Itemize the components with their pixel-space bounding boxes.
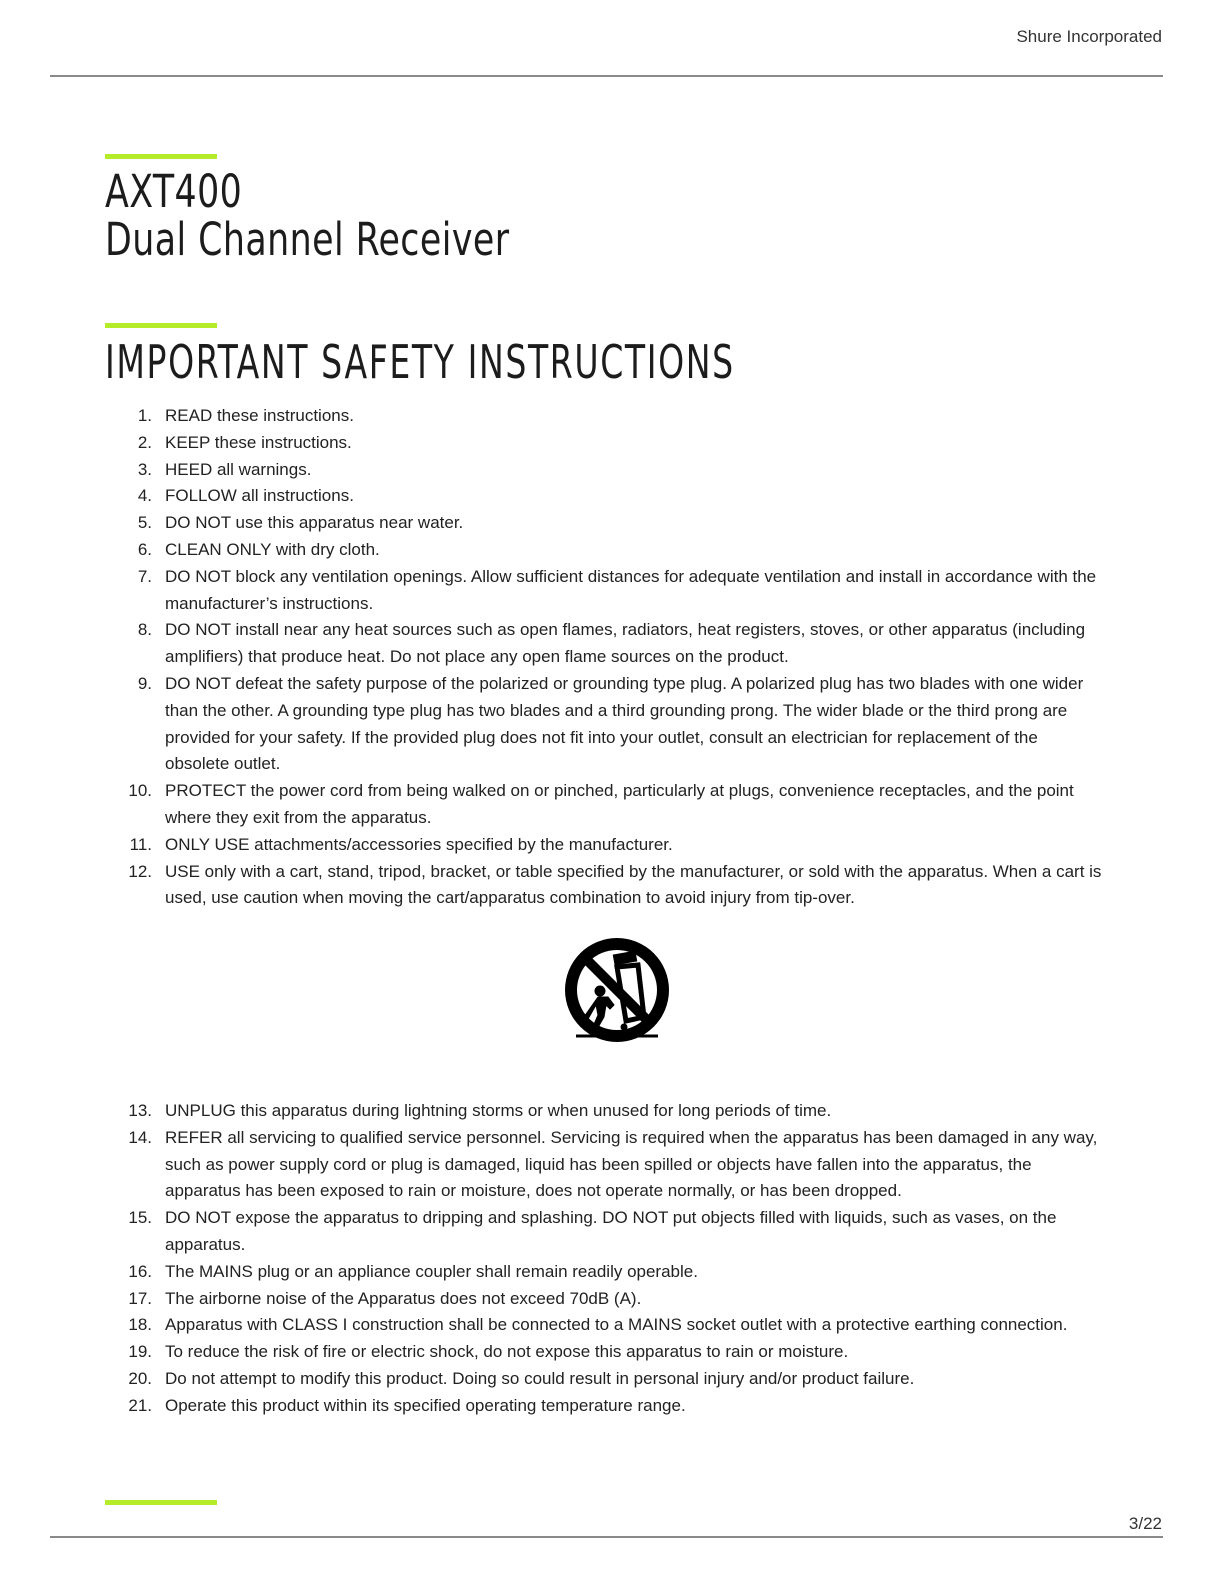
footer-accent-bar [105, 1500, 217, 1505]
item-text: To reduce the risk of fire or electric shock, do not expose this apparatus to rain or moisture. [165, 1342, 849, 1362]
item-text: REFER all servicing to qualified service personnel. Servicing is required when the apparatus has been damaged in any way, such as power supply cord or plug is damaged, liquid has been spilled or objects have fallen into the apparatus, the apparatus has been exposed to rain or moisture, does not operate normally, or has been dropped. [165, 1127, 1098, 1201]
safety-list-part2 [0, 1098, 1105, 1420]
item-number: 11. [129, 834, 152, 854]
header-company-name: Shure Incorporated [1016, 27, 1162, 46]
safety-instruction-item [0, 671, 1105, 778]
item-text: KEEP these instructions. [165, 432, 352, 452]
safety-instruction-item [0, 1339, 1105, 1366]
item-number: 19. [128, 1342, 152, 1362]
item-text: DO NOT block any ventilation openings. Allow sufficient distances for adequate ventilation and install in accordance with the manufacturer’s instructions. [165, 566, 1097, 613]
item-number: 3. [137, 459, 152, 479]
item-text: Do not attempt to modify this product. Doing so could result in personal injury and/or product failure. [165, 1368, 915, 1388]
title-accent-bar [105, 154, 217, 159]
section-accent-bar [105, 323, 217, 328]
item-number: 2. [137, 432, 152, 452]
item-number: 21. [128, 1395, 152, 1415]
safety-list-part1 [0, 403, 1105, 912]
header-rule [50, 75, 1163, 77]
item-text: UNPLUG this apparatus during lightning storms or when unused for long periods of time. [165, 1101, 832, 1120]
item-number: 8. [137, 620, 152, 640]
item-number: 20. [128, 1368, 152, 1388]
safety-instruction-item [0, 510, 1105, 537]
item-number: 4. [137, 486, 152, 506]
footer-rule [50, 1536, 1163, 1538]
safety-instruction-item [0, 564, 1105, 618]
item-number: 13. [128, 1101, 152, 1120]
safety-instruction-item [0, 1205, 1105, 1259]
item-text: CLEAN ONLY with dry cloth. [165, 539, 380, 559]
title-model: AXT400 [105, 165, 243, 218]
item-number: 12. [128, 861, 152, 881]
safety-instruction-item [0, 403, 1105, 430]
item-text: Operate this product within its specified operating temperature range. [165, 1395, 686, 1415]
item-number: 15. [128, 1208, 152, 1228]
item-text: ONLY USE attachments/accessories specified by the manufacturer. [165, 834, 673, 854]
safety-instruction-item [0, 537, 1105, 564]
safety-instruction-item [0, 1366, 1105, 1393]
item-text: The MAINS plug or an appliance coupler shall remain readily operable. [165, 1261, 698, 1281]
safety-instruction-item [0, 1098, 1105, 1125]
item-text: Apparatus with CLASS I construction shall be connected to a MAINS socket outlet with a protective earthing connection. [165, 1315, 1068, 1335]
safety-instruction-item [0, 483, 1105, 510]
item-number: 6. [137, 539, 152, 559]
safety-instruction-item [0, 1393, 1105, 1420]
item-number: 14. [128, 1127, 152, 1147]
item-number: 16. [128, 1261, 152, 1281]
safety-instruction-item [0, 1286, 1105, 1313]
safety-instruction-item [0, 778, 1105, 832]
item-number: 7. [137, 566, 152, 586]
safety-instruction-item [0, 617, 1105, 671]
item-text: DO NOT expose the apparatus to dripping and splashing. DO NOT put objects filled with liquids, such as vases, on the apparatus. [165, 1208, 1057, 1254]
item-text: READ these instructions. [165, 406, 354, 425]
safety-instruction-item [0, 1125, 1105, 1205]
safety-instruction-item [0, 1312, 1105, 1339]
item-text: PROTECT the power cord from being walked on or pinched, particularly at plugs, convenience receptacles, and the point where they exit from the apparatus. [165, 781, 1074, 827]
item-text: The airborne noise of the Apparatus does not exceed 70dB (A). [165, 1288, 642, 1308]
item-number: 5. [137, 513, 152, 533]
safety-instruction-item [0, 859, 1105, 913]
document-title [105, 165, 510, 266]
item-number: 9. [137, 673, 152, 693]
section-heading: IMPORTANT SAFETY INSTRUCTIONS [105, 335, 735, 389]
safety-instruction-item [0, 1259, 1105, 1286]
page-number: 3/22 [1128, 1514, 1162, 1533]
item-number: 1. [137, 406, 152, 425]
safety-instruction-item [0, 430, 1105, 457]
item-number: 17. [128, 1288, 152, 1308]
item-text: DO NOT install near any heat sources such as open flames, radiators, heat registers, stoves, or other apparatus (including amplifiers) that produce heat. Do not place any open flame sources on the product. [165, 620, 1086, 667]
item-text: DO NOT defeat the safety purpose of the polarized or grounding type plug. A polarized plug has two blades with one wider than the other. A grounding type plug has two blades and a third grounding prong. The wider blade or the third prong are provided for your safety. If the provided plug does not fit into your outlet, consult an electrician for replacement of the obsolete outlet. [165, 673, 1084, 774]
item-text: USE only with a cart, stand, tripod, bracket, or table specified by the manufacturer, or sold with the apparatus. When a cart is used, use caution when moving the cart/apparatus combination to avoid injury from tip-over. [165, 861, 1102, 908]
item-text: HEED all warnings. [165, 459, 312, 479]
item-text: FOLLOW all instructions. [165, 486, 354, 506]
cart-tip-over-warning-icon [562, 935, 672, 1045]
title-product: Dual Channel Receiver [105, 213, 510, 266]
item-text: DO NOT use this apparatus near water. [165, 513, 464, 533]
item-number: 18. [128, 1315, 152, 1335]
safety-instruction-item [0, 832, 1105, 859]
item-number: 10. [128, 781, 152, 801]
safety-instruction-item [0, 457, 1105, 484]
